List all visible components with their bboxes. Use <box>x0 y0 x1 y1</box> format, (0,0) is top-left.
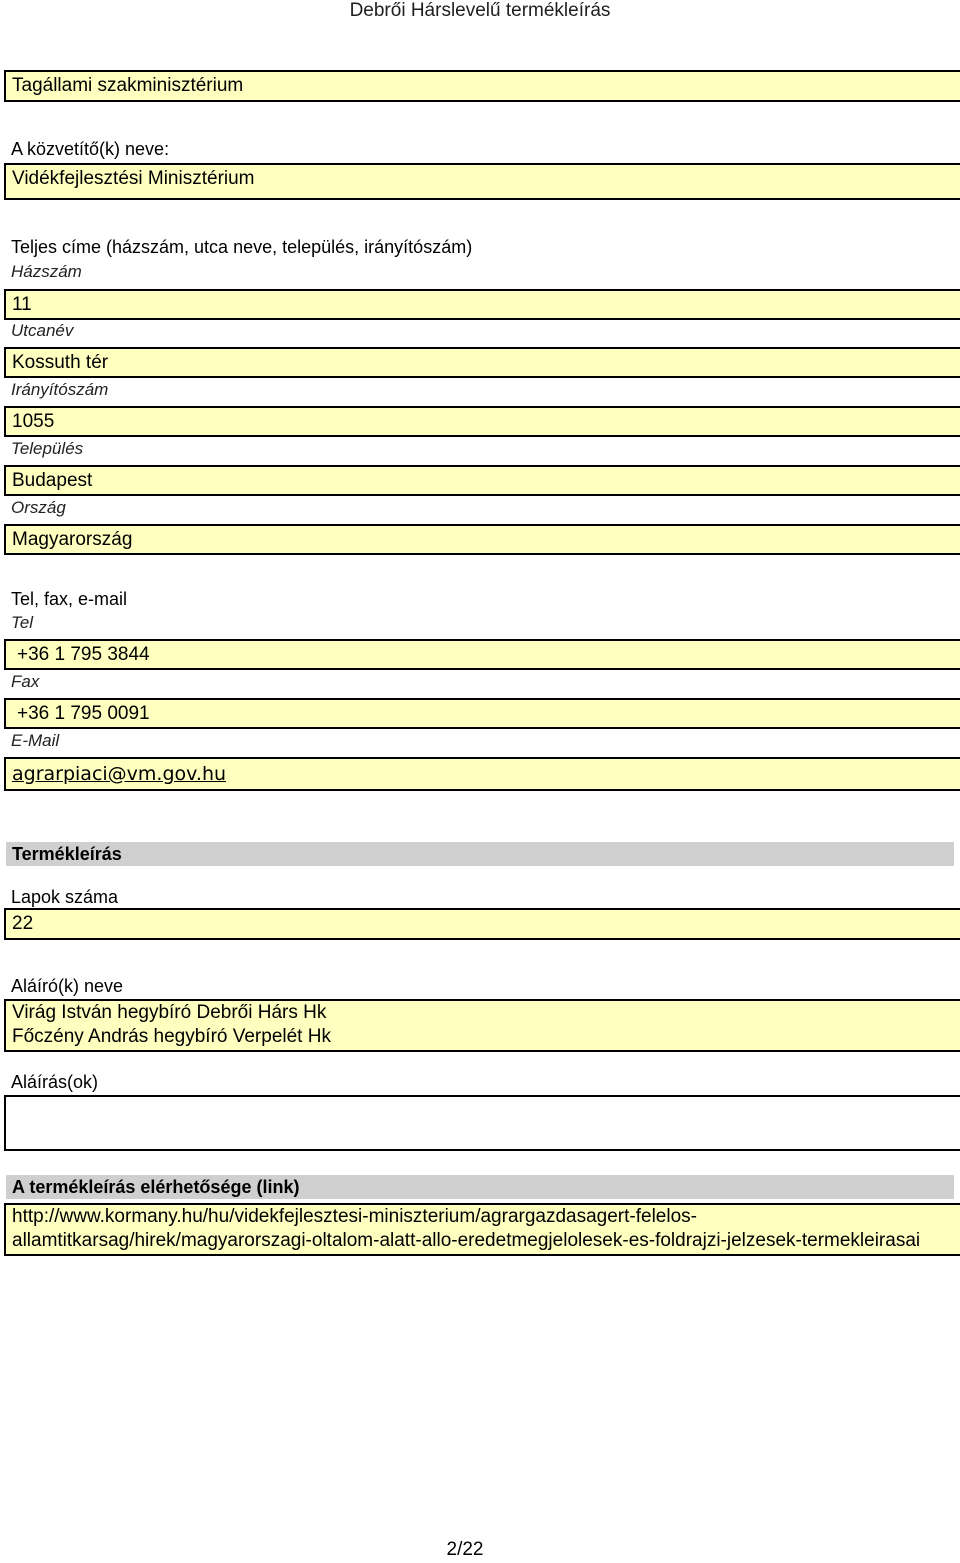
country-field <box>4 524 960 555</box>
signatures-label: Aláírás(ok) <box>11 1072 99 1092</box>
signers-field <box>4 999 960 1052</box>
tel-field <box>4 639 960 670</box>
link-line-1[interactable]: http://www.kormany.hu/hu/videkfejlesztesi-miniszterium/agrargazdasagert-felelos- <box>12 1206 697 1227</box>
city-field <box>4 465 960 496</box>
intermediary-field <box>4 163 960 200</box>
fax-field <box>4 698 960 729</box>
house-label: Házszám <box>11 262 82 281</box>
signer-1: Virág István hegybíró Debrői Hárs Hk <box>12 1002 327 1023</box>
signatures-field <box>4 1095 960 1151</box>
link-field <box>4 1203 960 1256</box>
tel-label: Tel <box>11 613 34 632</box>
intermediary-value: Vidékfejlesztési Minisztérium <box>12 168 255 189</box>
city-label: Település <box>11 439 84 458</box>
tel-value: +36 1 795 3844 <box>17 644 150 665</box>
address-label: Teljes címe (házszám, utca neve, település, irányítószám) <box>11 237 473 257</box>
intermediary-label: A közvetítő(k) neve: <box>11 139 170 159</box>
street-field <box>4 347 960 378</box>
email-field <box>4 757 960 791</box>
product-section-title: Termékleírás <box>6 842 954 866</box>
contact-label: Tel, fax, e-mail <box>11 589 128 609</box>
zip-value: 1055 <box>12 411 55 432</box>
pages-value: 22 <box>12 913 34 934</box>
house-field <box>4 289 960 320</box>
page-number: 2/22 <box>446 1539 484 1560</box>
city-value: Budapest <box>12 470 93 491</box>
pages-label: Lapok száma <box>11 887 119 907</box>
fax-label: Fax <box>11 672 40 691</box>
country-label: Ország <box>11 498 66 517</box>
street-value: Kossuth tér <box>12 352 109 373</box>
email-label: E-Mail <box>11 731 60 750</box>
page-header-title: Debrői Hárslevelű termékleírás <box>349 0 611 21</box>
pages-field <box>4 908 960 940</box>
house-value: 11 <box>12 294 32 315</box>
signers-label: Aláíró(k) neve <box>11 976 124 996</box>
availability-section-title: A termékleírás elérhetősége (link) <box>6 1175 954 1199</box>
country-value: Magyarország <box>12 529 133 550</box>
signer-2: Főczény András hegybíró Verpelét Hk <box>12 1026 331 1047</box>
zip-field <box>4 406 960 437</box>
link-line-2[interactable]: allamtitkarsag/hirek/magyarorszagi-oltalom-alatt-allo-eredetmegjelolesek-es-foldrajzi-jelzesek-termekleirasai <box>12 1230 921 1251</box>
fax-value: +36 1 795 0091 <box>17 703 150 724</box>
zip-label: Irányítószám <box>11 380 109 399</box>
ministry-field <box>4 70 960 102</box>
email-link[interactable]: agrarpiaci@vm.gov.hu <box>12 763 227 785</box>
ministry-value: Tagállami szakminisztérium <box>12 75 244 96</box>
street-label: Utcanév <box>11 321 74 340</box>
